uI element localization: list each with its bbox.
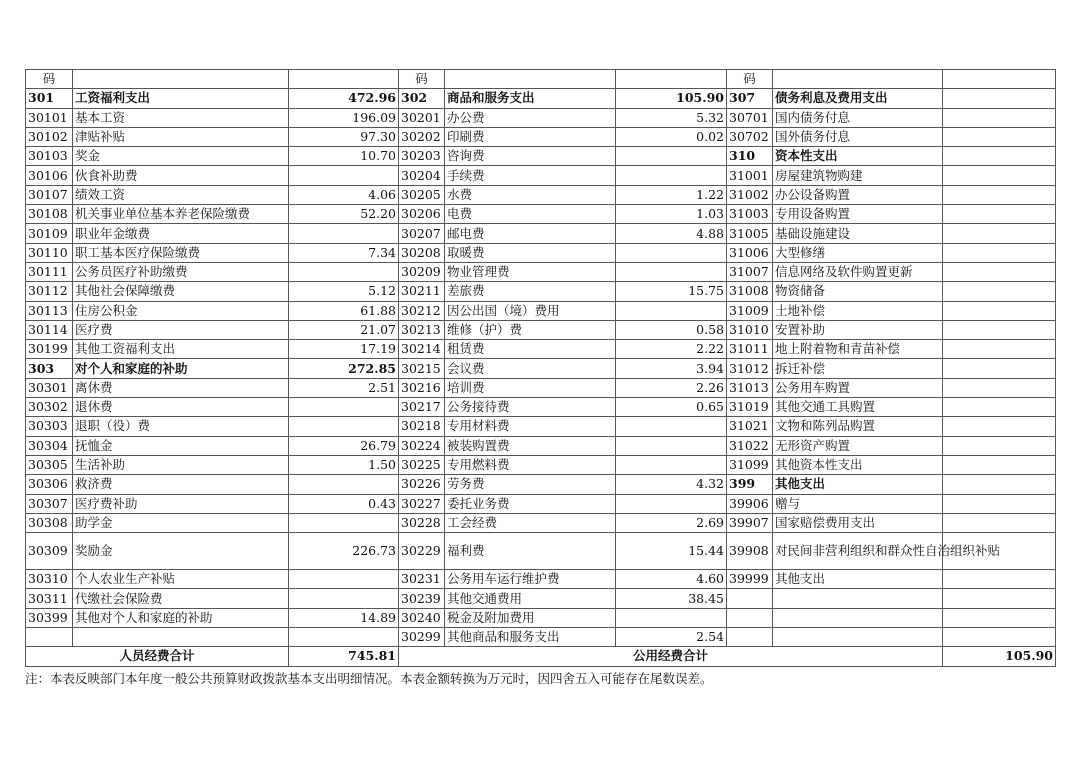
amount-cell xyxy=(289,589,399,608)
amount-cell: 17.19 xyxy=(289,340,399,359)
code-cell: 30209 xyxy=(399,262,445,281)
amount-cell xyxy=(616,166,727,185)
amount-cell: 2.54 xyxy=(616,628,727,647)
name-cell: 安置补助 xyxy=(773,320,943,339)
name-cell: 机关事业单位基本养老保险缴费 xyxy=(73,205,289,224)
code-cell: 30302 xyxy=(26,398,73,417)
name-cell: 职业年金缴费 xyxy=(73,224,289,243)
code-cell: 39908 xyxy=(727,533,773,570)
amount-cell: 26.79 xyxy=(289,436,399,455)
code-cell: 30113 xyxy=(26,301,73,320)
name-cell: 其他对个人和家庭的补助 xyxy=(73,608,289,627)
name-cell xyxy=(73,628,289,647)
code-cell: 30701 xyxy=(727,108,773,127)
code-cell: 303 xyxy=(26,359,73,378)
code-cell: 30311 xyxy=(26,589,73,608)
name-cell: 奖金 xyxy=(73,147,289,166)
name-cell: 专用材料费 xyxy=(445,417,616,436)
name-cell: 个人农业生产补贴 xyxy=(73,570,289,589)
code-cell: 30303 xyxy=(26,417,73,436)
code-cell: 30228 xyxy=(399,513,445,532)
amount-cell xyxy=(943,108,1056,127)
code-cell: 39907 xyxy=(727,513,773,532)
code-cell: 31003 xyxy=(727,205,773,224)
code-cell: 30225 xyxy=(399,455,445,474)
name-cell xyxy=(773,608,943,627)
name-cell: 信息网络及软件购置更新 xyxy=(773,262,943,281)
code-cell: 31007 xyxy=(727,262,773,281)
name-cell: 大型修缮 xyxy=(773,243,943,262)
code-cell: 30702 xyxy=(727,127,773,146)
name-cell: 其他交通工具购置 xyxy=(773,398,943,417)
amount-cell: 3.94 xyxy=(616,359,727,378)
code-cell: 30229 xyxy=(399,533,445,570)
name-cell: 基本工资 xyxy=(73,108,289,127)
header-row xyxy=(26,70,1056,89)
code-cell: 30399 xyxy=(26,608,73,627)
name-cell: 国内债务付息 xyxy=(773,108,943,127)
code-cell: 31009 xyxy=(727,301,773,320)
code-cell: 30207 xyxy=(399,224,445,243)
code-cell: 30101 xyxy=(26,108,73,127)
table-row xyxy=(26,127,1056,146)
name-cell: 工会经费 xyxy=(445,513,616,532)
code-cell: 30240 xyxy=(399,608,445,627)
table-row xyxy=(26,436,1056,455)
code-cell: 30204 xyxy=(399,166,445,185)
amount-cell xyxy=(943,455,1056,474)
code-header: 码 xyxy=(727,70,773,89)
code-cell: 30226 xyxy=(399,475,445,494)
code-cell: 30108 xyxy=(26,205,73,224)
name-cell: 代缴社会保险费 xyxy=(73,589,289,608)
table-row xyxy=(26,608,1056,627)
amount-cell: 4.06 xyxy=(289,185,399,204)
code-cell: 30239 xyxy=(399,589,445,608)
name-cell: 公务用车运行维护费 xyxy=(445,570,616,589)
amount-cell: 4.60 xyxy=(616,570,727,589)
amount-header xyxy=(289,70,399,89)
personnel-total-label: 人员经费合计 xyxy=(26,647,289,666)
table-row xyxy=(26,398,1056,417)
name-cell: 生活补助 xyxy=(73,455,289,474)
table-row xyxy=(26,378,1056,397)
table-row xyxy=(26,108,1056,127)
table-row xyxy=(26,359,1056,378)
code-cell: 30215 xyxy=(399,359,445,378)
code-cell: 30111 xyxy=(26,262,73,281)
name-cell: 公务用车购置 xyxy=(773,378,943,397)
name-cell: 公务员医疗补助缴费 xyxy=(73,262,289,281)
table-row xyxy=(26,513,1056,532)
amount-cell: 2.22 xyxy=(616,340,727,359)
footnote: 注：本表反映部门本年度一般公共预算财政拨款基本支出明细情况。本表金额转换为万元时，因四舍五入可能存在尾数误差。 xyxy=(25,671,713,686)
name-cell: 离休费 xyxy=(73,378,289,397)
budget-detail-table xyxy=(25,69,1056,667)
code-cell: 30199 xyxy=(26,340,73,359)
amount-cell xyxy=(943,166,1056,185)
code-cell: 31008 xyxy=(727,282,773,301)
code-header: 码 xyxy=(26,70,73,89)
code-cell: 30112 xyxy=(26,282,73,301)
amount-cell xyxy=(616,417,727,436)
code-cell: 30217 xyxy=(399,398,445,417)
name-cell: 电费 xyxy=(445,205,616,224)
name-cell: 其他支出 xyxy=(773,475,943,494)
code-cell: 310 xyxy=(727,147,773,166)
name-cell: 职工基本医疗保险缴费 xyxy=(73,243,289,262)
amount-cell xyxy=(943,340,1056,359)
amount-cell: 196.09 xyxy=(289,108,399,127)
amount-cell xyxy=(943,359,1056,378)
name-cell: 赠与 xyxy=(773,494,943,513)
amount-cell: 5.32 xyxy=(616,108,727,127)
name-cell: 奖励金 xyxy=(73,533,289,570)
code-cell: 30299 xyxy=(399,628,445,647)
name-cell: 因公出国（境）费用 xyxy=(445,301,616,320)
code-cell: 30109 xyxy=(26,224,73,243)
code-cell: 30310 xyxy=(26,570,73,589)
table-row xyxy=(26,282,1056,301)
name-cell: 工资福利支出 xyxy=(73,89,289,108)
code-cell: 30211 xyxy=(399,282,445,301)
table-row xyxy=(26,147,1056,166)
amount-cell xyxy=(616,494,727,513)
code-cell: 30206 xyxy=(399,205,445,224)
code-cell: 30305 xyxy=(26,455,73,474)
name-header xyxy=(445,70,616,89)
amount-cell: 2.26 xyxy=(616,378,727,397)
name-cell: 文物和陈列品购置 xyxy=(773,417,943,436)
code-cell: 30224 xyxy=(399,436,445,455)
code-cell: 30110 xyxy=(26,243,73,262)
table-row xyxy=(26,243,1056,262)
code-cell: 301 xyxy=(26,89,73,108)
name-cell: 抚恤金 xyxy=(73,436,289,455)
public-total-value: 105.90 xyxy=(943,647,1056,666)
amount-cell: 21.07 xyxy=(289,320,399,339)
table-row xyxy=(26,589,1056,608)
amount-cell xyxy=(289,166,399,185)
code-cell: 31002 xyxy=(727,185,773,204)
code-cell: 31021 xyxy=(727,417,773,436)
code-cell: 31013 xyxy=(727,378,773,397)
amount-cell: 1.22 xyxy=(616,185,727,204)
name-cell xyxy=(773,589,943,608)
name-cell: 无形资产购置 xyxy=(773,436,943,455)
code-cell xyxy=(727,589,773,608)
amount-cell xyxy=(616,243,727,262)
name-cell: 委托业务费 xyxy=(445,494,616,513)
name-header xyxy=(73,70,289,89)
code-cell: 31006 xyxy=(727,243,773,262)
amount-cell xyxy=(289,475,399,494)
name-cell: 办公设备购置 xyxy=(773,185,943,204)
code-cell: 30227 xyxy=(399,494,445,513)
amount-cell: 7.34 xyxy=(289,243,399,262)
name-cell: 印刷费 xyxy=(445,127,616,146)
name-cell: 手续费 xyxy=(445,166,616,185)
name-cell: 退休费 xyxy=(73,398,289,417)
code-cell xyxy=(727,608,773,627)
amount-cell: 5.12 xyxy=(289,282,399,301)
code-cell: 30213 xyxy=(399,320,445,339)
code-cell: 30309 xyxy=(26,533,73,570)
name-cell: 拆迁补偿 xyxy=(773,359,943,378)
code-cell: 302 xyxy=(399,89,445,108)
amount-cell xyxy=(943,608,1056,627)
name-cell: 咨询费 xyxy=(445,147,616,166)
name-cell: 专用设备购置 xyxy=(773,205,943,224)
name-header xyxy=(773,70,943,89)
code-cell: 30205 xyxy=(399,185,445,204)
table-row xyxy=(26,475,1056,494)
name-cell: 其他支出 xyxy=(773,570,943,589)
name-cell: 救济费 xyxy=(73,475,289,494)
amount-cell: 0.43 xyxy=(289,494,399,513)
code-cell: 30301 xyxy=(26,378,73,397)
table-row xyxy=(26,224,1056,243)
code-cell: 30203 xyxy=(399,147,445,166)
name-cell: 办公费 xyxy=(445,108,616,127)
code-cell: 30102 xyxy=(26,127,73,146)
table-row xyxy=(26,166,1056,185)
table-row xyxy=(26,628,1056,647)
code-cell: 30114 xyxy=(26,320,73,339)
name-cell: 对个人和家庭的补助 xyxy=(73,359,289,378)
amount-cell xyxy=(289,628,399,647)
name-cell: 国家赔偿费用支出 xyxy=(773,513,943,532)
amount-cell xyxy=(943,224,1056,243)
name-cell: 国外债务付息 xyxy=(773,127,943,146)
code-cell xyxy=(26,628,73,647)
amount-cell: 0.58 xyxy=(616,320,727,339)
name-cell: 债务利息及费用支出 xyxy=(773,89,943,108)
amount-cell: 105.90 xyxy=(616,89,727,108)
code-cell: 31005 xyxy=(727,224,773,243)
name-cell: 医疗费 xyxy=(73,320,289,339)
amount-cell xyxy=(943,589,1056,608)
amount-cell xyxy=(943,282,1056,301)
amount-cell: 15.75 xyxy=(616,282,727,301)
amount-cell: 97.30 xyxy=(289,127,399,146)
name-cell: 取暖费 xyxy=(445,243,616,262)
name-cell: 其他商品和服务支出 xyxy=(445,628,616,647)
amount-cell xyxy=(943,475,1056,494)
name-cell: 绩效工资 xyxy=(73,185,289,204)
code-cell: 30107 xyxy=(26,185,73,204)
amount-cell: 2.69 xyxy=(616,513,727,532)
name-cell: 劳务费 xyxy=(445,475,616,494)
amount-cell xyxy=(943,262,1056,281)
table-row xyxy=(26,262,1056,281)
amount-cell xyxy=(943,436,1056,455)
table-row xyxy=(26,301,1056,320)
table-row xyxy=(26,205,1056,224)
code-cell: 30214 xyxy=(399,340,445,359)
amount-cell: 61.88 xyxy=(289,301,399,320)
amount-cell xyxy=(289,513,399,532)
amount-cell: 0.02 xyxy=(616,127,727,146)
code-cell: 30307 xyxy=(26,494,73,513)
amount-cell xyxy=(943,205,1056,224)
name-cell: 伙食补助费 xyxy=(73,166,289,185)
amount-cell xyxy=(943,147,1056,166)
amount-cell xyxy=(289,417,399,436)
code-cell: 30218 xyxy=(399,417,445,436)
name-cell: 水费 xyxy=(445,185,616,204)
amount-cell xyxy=(289,570,399,589)
name-cell: 其他交通费用 xyxy=(445,589,616,608)
name-cell: 被装购置费 xyxy=(445,436,616,455)
amount-cell xyxy=(943,89,1056,108)
code-cell: 31019 xyxy=(727,398,773,417)
amount-cell xyxy=(943,417,1056,436)
code-cell: 30308 xyxy=(26,513,73,532)
code-cell: 30208 xyxy=(399,243,445,262)
amount-cell: 15.44 xyxy=(616,533,727,570)
code-cell: 30202 xyxy=(399,127,445,146)
totals-row xyxy=(26,647,1056,666)
name-cell: 住房公积金 xyxy=(73,301,289,320)
amount-cell: 1.03 xyxy=(616,205,727,224)
code-cell: 31022 xyxy=(727,436,773,455)
amount-cell xyxy=(943,570,1056,589)
code-cell: 39906 xyxy=(727,494,773,513)
code-cell: 31010 xyxy=(727,320,773,339)
amount-cell xyxy=(616,147,727,166)
name-cell: 津贴补贴 xyxy=(73,127,289,146)
code-header: 码 xyxy=(399,70,445,89)
name-cell: 商品和服务支出 xyxy=(445,89,616,108)
amount-cell xyxy=(943,398,1056,417)
name-cell: 培训费 xyxy=(445,378,616,397)
table-row xyxy=(26,89,1056,108)
amount-cell: 4.88 xyxy=(616,224,727,243)
code-cell: 39999 xyxy=(727,570,773,589)
amount-cell xyxy=(943,301,1056,320)
name-cell: 退职（役）费 xyxy=(73,417,289,436)
name-cell xyxy=(773,628,943,647)
table-row xyxy=(26,533,1056,570)
name-cell: 医疗费补助 xyxy=(73,494,289,513)
name-cell: 对民间非营利组织和群众性自治组织补贴 xyxy=(773,533,943,570)
name-cell: 差旅费 xyxy=(445,282,616,301)
name-cell: 邮电费 xyxy=(445,224,616,243)
table-row xyxy=(26,494,1056,513)
name-cell: 房屋建筑物购建 xyxy=(773,166,943,185)
code-cell: 30106 xyxy=(26,166,73,185)
code-cell: 30304 xyxy=(26,436,73,455)
amount-header xyxy=(616,70,727,89)
amount-cell: 14.89 xyxy=(289,608,399,627)
code-cell: 307 xyxy=(727,89,773,108)
amount-cell xyxy=(616,436,727,455)
name-cell: 资本性支出 xyxy=(773,147,943,166)
name-cell: 维修（护）费 xyxy=(445,320,616,339)
amount-cell: 52.20 xyxy=(289,205,399,224)
name-cell: 其他工资福利支出 xyxy=(73,340,289,359)
name-cell: 会议费 xyxy=(445,359,616,378)
name-cell: 专用燃料费 xyxy=(445,455,616,474)
amount-cell xyxy=(943,494,1056,513)
name-cell: 基础设施建设 xyxy=(773,224,943,243)
name-cell: 福利费 xyxy=(445,533,616,570)
code-cell: 30216 xyxy=(399,378,445,397)
amount-cell xyxy=(289,224,399,243)
amount-header xyxy=(943,70,1056,89)
amount-cell: 38.45 xyxy=(616,589,727,608)
code-cell: 31011 xyxy=(727,340,773,359)
table-row xyxy=(26,340,1056,359)
amount-cell xyxy=(943,127,1056,146)
amount-cell xyxy=(616,455,727,474)
name-cell: 地上附着物和青苗补偿 xyxy=(773,340,943,359)
personnel-total-value: 745.81 xyxy=(289,647,399,666)
amount-cell xyxy=(943,628,1056,647)
name-cell: 助学金 xyxy=(73,513,289,532)
amount-cell: 4.32 xyxy=(616,475,727,494)
name-cell: 税金及附加费用 xyxy=(445,608,616,627)
amount-cell xyxy=(289,398,399,417)
amount-cell xyxy=(943,185,1056,204)
code-cell: 31012 xyxy=(727,359,773,378)
table-row xyxy=(26,455,1056,474)
table-row xyxy=(26,570,1056,589)
amount-cell xyxy=(943,243,1056,262)
public-total-label: 公用经费合计 xyxy=(399,647,943,666)
table-row xyxy=(26,417,1056,436)
code-cell: 30231 xyxy=(399,570,445,589)
code-cell: 31099 xyxy=(727,455,773,474)
code-cell: 30103 xyxy=(26,147,73,166)
amount-cell xyxy=(943,320,1056,339)
name-cell: 其他资本性支出 xyxy=(773,455,943,474)
name-cell: 土地补偿 xyxy=(773,301,943,320)
amount-cell: 2.51 xyxy=(289,378,399,397)
code-cell: 31001 xyxy=(727,166,773,185)
code-cell: 30306 xyxy=(26,475,73,494)
amount-cell: 1.50 xyxy=(289,455,399,474)
amount-cell xyxy=(289,262,399,281)
amount-cell: 0.65 xyxy=(616,398,727,417)
amount-cell: 472.96 xyxy=(289,89,399,108)
amount-cell: 272.85 xyxy=(289,359,399,378)
amount-cell: 226.73 xyxy=(289,533,399,570)
name-cell: 物资储备 xyxy=(773,282,943,301)
amount-cell xyxy=(616,301,727,320)
name-cell: 租赁费 xyxy=(445,340,616,359)
code-cell: 399 xyxy=(727,475,773,494)
code-cell: 30212 xyxy=(399,301,445,320)
amount-cell: 10.70 xyxy=(289,147,399,166)
amount-cell xyxy=(616,262,727,281)
table-row xyxy=(26,320,1056,339)
table-row xyxy=(26,185,1056,204)
name-cell: 公务接待费 xyxy=(445,398,616,417)
name-cell: 其他社会保障缴费 xyxy=(73,282,289,301)
name-cell: 物业管理费 xyxy=(445,262,616,281)
amount-cell xyxy=(943,513,1056,532)
amount-cell xyxy=(616,608,727,627)
amount-cell xyxy=(943,378,1056,397)
code-cell xyxy=(727,628,773,647)
code-cell: 30201 xyxy=(399,108,445,127)
